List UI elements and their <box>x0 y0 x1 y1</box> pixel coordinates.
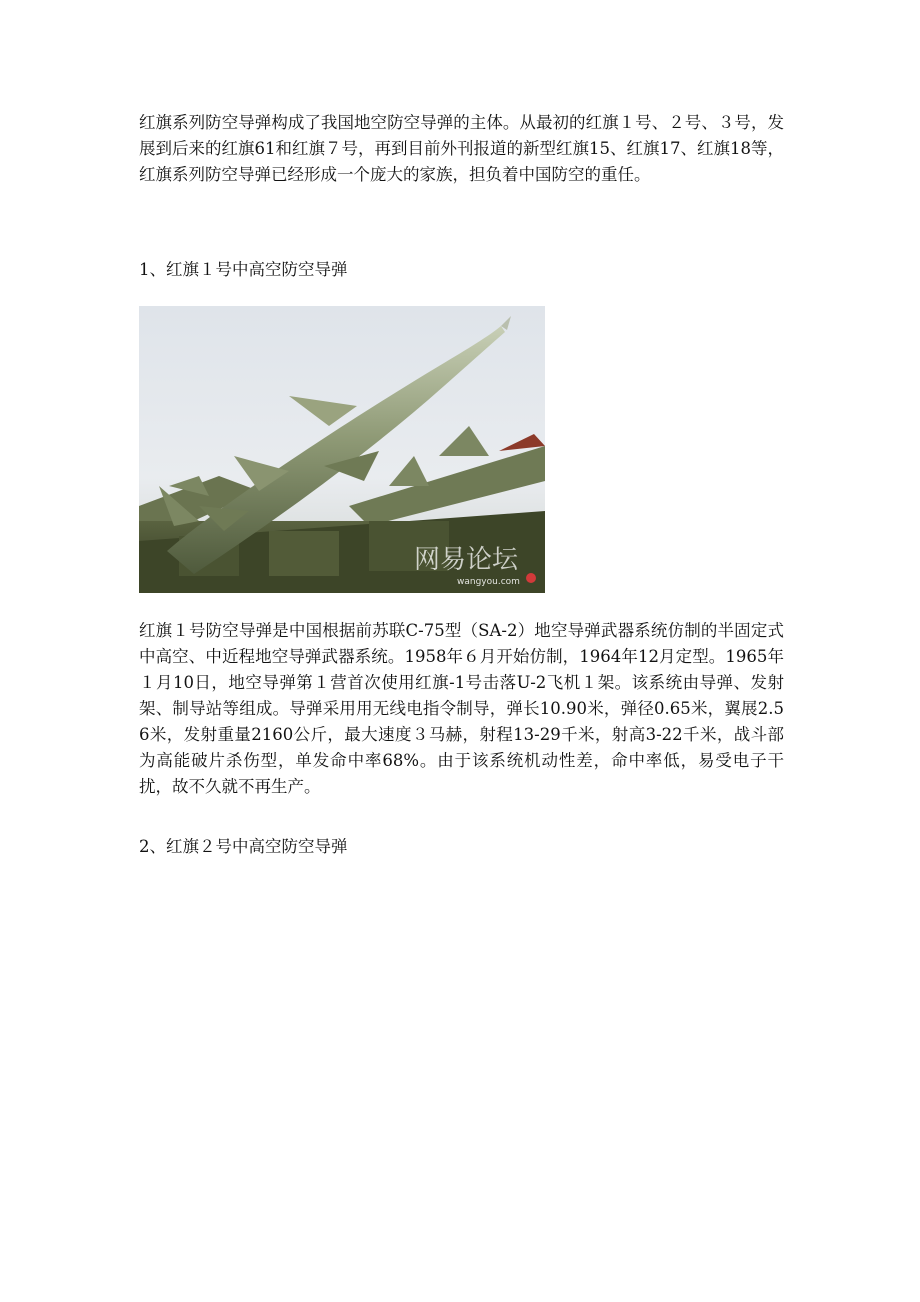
intro-paragraph: 红旗系列防空导弹构成了我国地空防空导弹的主体。从最初的红旗１号、２号、３号，发展到后来的红旗61和红旗７号，再到目前外刊报道的新型红旗15、红旗17、红旗18等，红旗系列防空导弹已经形成一个庞大的家族，担负着中国防空的重任。 <box>139 113 784 184</box>
section-1-heading: 1、红旗１号中高空防空导弹 <box>139 260 348 279</box>
photo-watermark-url: wangyou.com <box>457 577 520 587</box>
missile-photo <box>139 306 545 593</box>
section-1-body: 红旗１号防空导弹是中国根据前苏联C-75型（SA-2）地空导弹武器系统仿制的半固定式中高空、中近程地空导弹武器系统。1958年６月开始仿制，1964年12月定型。1965年１月10日，地空导弹第１营首次使用红旗-1号击落U-2飞机１架。该系统由导弹、发射架、制导站等组成。导弹采用用无线电指令制导，弹长10.90米，弹径0.65米，翼展2.56米，发射重量2160公斤，最大速度３马赫，射程13-29千米，射高3-22千米，战斗部为高能破片杀伤型，单发命中率68%。由于该系统机动性差，命中率低，易受电子干扰，故不久就不再生产。 <box>139 621 784 796</box>
photo-watermark: 网易论坛 <box>414 545 519 575</box>
section-2-heading: 2、红旗２号中高空防空导弹 <box>139 837 348 856</box>
